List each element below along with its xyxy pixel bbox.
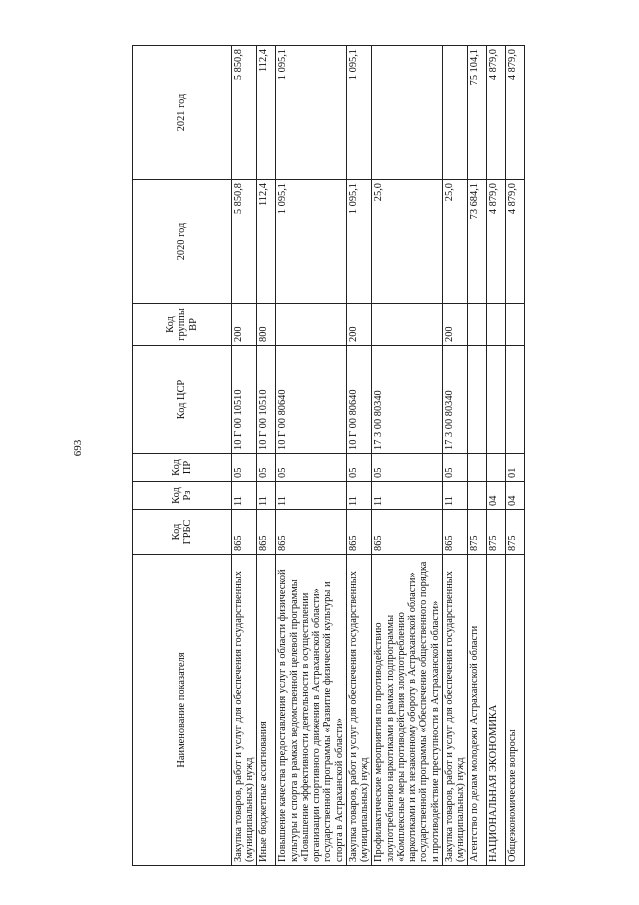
rz-code-cell [468,482,487,510]
vr-code-cell: 200 [346,304,371,346]
grbs-code-cell: 865 [276,510,346,555]
table-row [276,46,346,866]
year-2020-cell: 25,0 [372,180,442,304]
row-name-cell: НАЦИОНАЛЬНАЯ ЭКОНОМИКА [487,555,506,866]
grbs-code-cell: 865 [442,510,467,555]
rz-code-cell: 11 [372,482,442,510]
row-name-cell: Закупка товаров, работ и услуг для обеспечения государственных (муниципальных) нужд [346,555,371,866]
table-row [468,46,487,866]
table-row [487,46,506,866]
rz-code-cell: 11 [257,482,276,510]
column-header: 2020 год [133,180,232,304]
rz-code-cell: 11 [346,482,371,510]
header-row [133,46,232,866]
year-2020-cell: 1 095,1 [346,180,371,304]
column-header: Код ЦСР [133,346,232,454]
grbs-code-cell: 875 [487,510,506,555]
year-2020-cell: 4 879,0 [506,180,525,304]
page-number: 693 [72,439,84,457]
budget-table [132,45,525,866]
vr-code-cell: 800 [257,304,276,346]
column-header: Наименование показателя [133,555,232,866]
vr-code-cell: 200 [442,304,467,346]
pr-code-cell [487,454,506,482]
year-2021-cell [442,46,467,180]
column-header: Код ГРБС [133,510,232,555]
vr-code-cell [276,304,346,346]
grbs-code-cell: 865 [346,510,371,555]
pr-code-cell: 05 [442,454,467,482]
csr-code-cell: 10 Г 00 10510 [257,346,276,454]
csr-code-cell: 10 Г 00 80640 [276,346,346,454]
row-name-cell: Закупка товаров, работ и услуг для обеспечения государственных (муниципальных) нужд [232,555,257,866]
year-2021-cell: 4 879,0 [506,46,525,180]
grbs-code-cell: 865 [372,510,442,555]
column-header: 2021 год [133,46,232,180]
csr-code-cell [487,346,506,454]
vr-code-cell [506,304,525,346]
rz-code-cell: 11 [232,482,257,510]
year-2021-cell [372,46,442,180]
pr-code-cell: 01 [506,454,525,482]
year-2020-cell: 5 850,8 [232,180,257,304]
column-header: Код Рз [133,482,232,510]
csr-code-cell: 17 3 00 80340 [442,346,467,454]
csr-code-cell: 17 3 00 80340 [372,346,442,454]
csr-code-cell: 10 Г 00 10510 [232,346,257,454]
rz-code-cell: 04 [487,482,506,510]
year-2021-cell: 1 095,1 [276,46,346,180]
column-header: Код группы ВР [133,304,232,346]
vr-code-cell: 200 [232,304,257,346]
row-name-cell: Иные бюджетные ассигнования [257,555,276,866]
year-2020-cell: 1 095,1 [276,180,346,304]
pr-code-cell: 05 [346,454,371,482]
table-body [232,46,525,866]
row-name-cell: Закупка товаров, работ и услуг для обеспечения государственных (муниципальных) нужд [442,555,467,866]
table-row [257,46,276,866]
csr-code-cell [468,346,487,454]
grbs-code-cell: 865 [232,510,257,555]
row-name-cell: Профилактические мероприятия по противодействию злоупотреблению наркотиками в рамках подпрограммы «Комплексные меры противодействия злоупотреблению наркотиками и их незаконному обороту в Астраханской области» государственной программы «Обеспечение общественного порядка и противодействие преступности в Астраханской области» [372,555,442,866]
year-2021-cell: 112,4 [257,46,276,180]
row-name-cell: Агентство по делам молодежи Астраханской области [468,555,487,866]
csr-code-cell: 10 Г 00 80640 [346,346,371,454]
vr-code-cell [487,304,506,346]
csr-code-cell [506,346,525,454]
rz-code-cell: 11 [442,482,467,510]
pr-code-cell: 05 [372,454,442,482]
year-2021-cell: 4 879,0 [487,46,506,180]
year-2021-cell: 75 104,1 [468,46,487,180]
grbs-code-cell: 875 [468,510,487,555]
table-container [132,46,519,866]
pr-code-cell [468,454,487,482]
grbs-code-cell: 875 [506,510,525,555]
vr-code-cell [372,304,442,346]
table-row [372,46,442,866]
vr-code-cell [468,304,487,346]
pr-code-cell: 05 [276,454,346,482]
year-2021-cell: 5 850,8 [232,46,257,180]
year-2020-cell: 112,4 [257,180,276,304]
table-row [232,46,257,866]
rotated-table-frame [132,46,519,866]
year-2020-cell: 25,0 [442,180,467,304]
year-2020-cell: 4 879,0 [487,180,506,304]
column-header: Код ПР [133,454,232,482]
year-2020-cell: 73 684,1 [468,180,487,304]
table-row [442,46,467,866]
table-row [346,46,371,866]
table-row [506,46,525,866]
grbs-code-cell: 865 [257,510,276,555]
year-2021-cell: 1 095,1 [346,46,371,180]
rz-code-cell: 04 [506,482,525,510]
pr-code-cell: 05 [232,454,257,482]
row-name-cell: Общеэкономические вопросы [506,555,525,866]
pr-code-cell: 05 [257,454,276,482]
rz-code-cell: 11 [276,482,346,510]
row-name-cell: Повышение качества предоставления услуг в области физической культуры и спорта в рамках ведомственной целевой программы «Повышение эффективности деятельности в осуществлении организации спортивного движения в Астраханской области» государственной программы «Развитие физической культуры и спорта в Астраханской области» [276,555,346,866]
